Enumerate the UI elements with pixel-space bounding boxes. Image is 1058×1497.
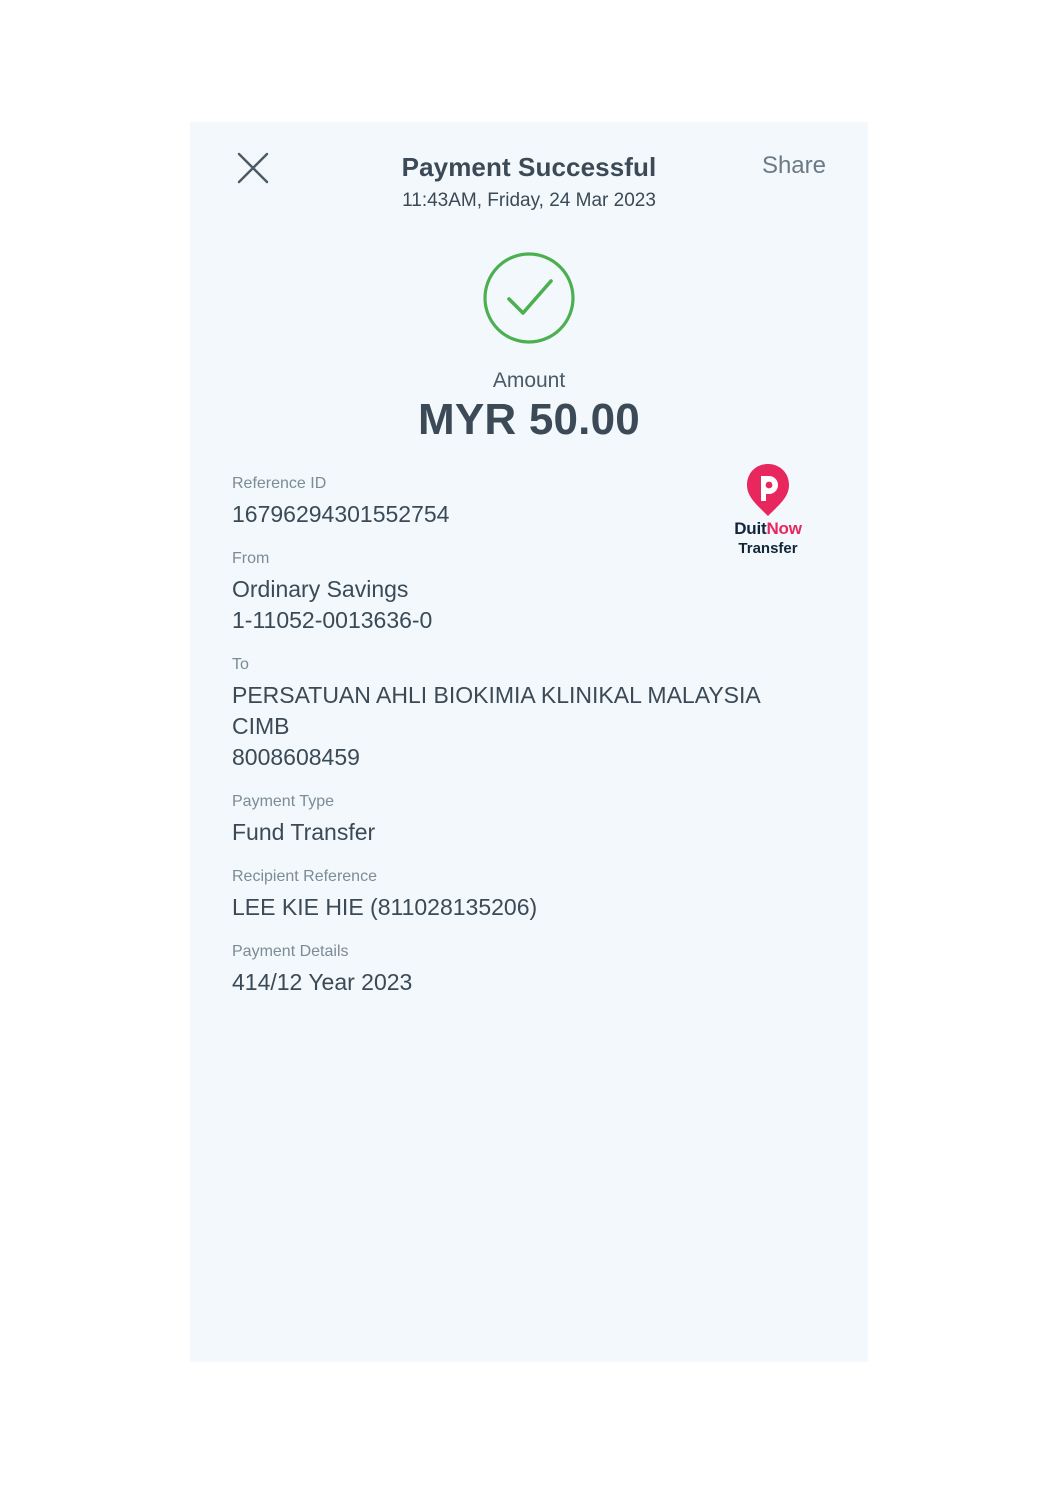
field-to: [232, 656, 824, 773]
field-value-line: LEE KIE HIE (811028135206): [232, 894, 538, 921]
duitnow-name: [712, 519, 824, 539]
field-from: [232, 550, 824, 636]
payment-receipt-card: [190, 122, 868, 1362]
detail-fields: [190, 475, 868, 998]
field-value: [232, 680, 824, 773]
field-label: Payment Details: [232, 943, 349, 961]
share-button[interactable]: Share: [761, 152, 826, 179]
field-value-line: Ordinary Savings: [232, 576, 409, 603]
field-value-line: PERSATUAN AHLI BIOKIMIA KLINIKAL MALAYSIA: [232, 682, 761, 709]
duitnow-name-duit: Duit: [734, 519, 767, 538]
receipt-header: [190, 122, 868, 232]
field-payment-type: [232, 793, 824, 848]
duitnow-name-now: Now: [766, 519, 802, 538]
duitnow-subtitle: Transfer: [738, 540, 798, 557]
field-value: [232, 967, 824, 998]
page-title: Payment Successful: [401, 152, 657, 182]
field-payment-details: [232, 943, 824, 998]
field-value-line: 16796294301552754: [232, 501, 450, 527]
duitnow-pin-icon: [745, 463, 791, 517]
field-label: Reference ID: [232, 475, 327, 492]
duitnow-badge: [712, 463, 824, 557]
field-value-line: 414/12 Year 2023: [232, 969, 413, 996]
field-value-line: CIMB: [232, 713, 290, 740]
transaction-datetime: 11:43AM, Friday, 24 Mar 2023: [402, 190, 656, 211]
field-value: [232, 892, 824, 923]
field-value: [232, 574, 824, 636]
field-label: From: [232, 550, 270, 568]
field-value-line: 1-11052-0013636-0: [232, 607, 433, 634]
amount-value: MYR 50.00: [418, 395, 640, 444]
field-label: To: [232, 656, 249, 674]
field-value-line: 8008608459: [232, 744, 360, 771]
status-icon-wrap: [190, 250, 868, 351]
field-value-line: Fund Transfer: [232, 819, 376, 846]
field-value: [232, 817, 824, 848]
field-label: Recipient Reference: [232, 868, 377, 886]
field-label: Payment Type: [232, 793, 334, 811]
field-recipient-reference: [232, 868, 824, 923]
success-check-circle-icon: [481, 333, 577, 350]
amount-label: Amount: [492, 369, 566, 392]
